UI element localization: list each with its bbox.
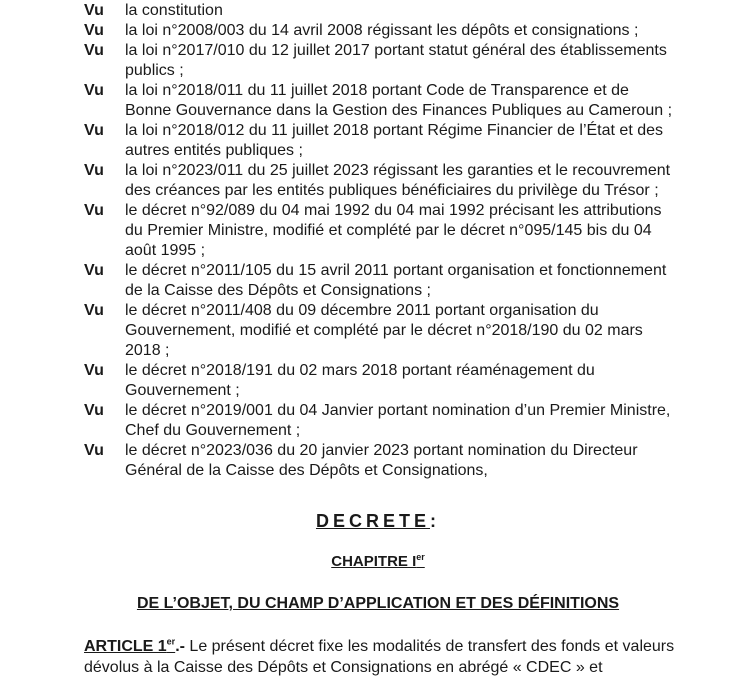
visa-text-line: de la Caisse des Dépôts et Consignations ;	[125, 282, 431, 299]
visa-text-line: Chef du Gouvernement ;	[125, 422, 301, 439]
visa-text-line: le décret n°2011/408 du 09 décembre 2011 portant organisation du	[125, 302, 599, 319]
visa-text	[125, 361, 685, 401]
article-superscript: er	[166, 636, 176, 647]
visa-label: Vu	[84, 402, 104, 419]
decrete-colon: :	[430, 511, 440, 531]
visa-text	[125, 441, 685, 481]
visa-text-line: Gouvernement ;	[125, 382, 240, 399]
visa-text-line: des créances par les entités publiques bénéficiaires du privilège du Trésor ;	[125, 182, 659, 199]
visa-text-line: le décret n°2011/105 du 15 avril 2011 portant organisation et fonctionnement	[125, 262, 667, 279]
visa-label: Vu	[84, 42, 104, 59]
chapter-heading	[0, 553, 756, 570]
visa-text-line: la loi n°2018/012 du 11 juillet 2018 portant Régime Financier de l’État et des	[125, 122, 663, 139]
visa-label: Vu	[84, 262, 104, 279]
visa-text-line: la constitution	[125, 2, 223, 19]
chapter-title: CHAPITRE I	[331, 553, 417, 570]
visa-text	[125, 1, 685, 21]
visa-text	[125, 41, 685, 81]
visa-text-line: la loi n°2017/010 du 12 juillet 2017 portant statut général des établissements	[125, 42, 667, 59]
visa-label: Vu	[84, 302, 104, 319]
visa-text	[125, 121, 685, 161]
visa-text-line: la loi n°2023/011 du 25 juillet 2023 régissant les garanties et le recouvrement	[125, 162, 671, 179]
visa-text-line: la loi n°2018/011 du 11 juillet 2018 portant Code de Transparence et de	[125, 82, 629, 99]
visa-text-line: le décret n°2019/001 du 04 Janvier portant nomination d’un Premier Ministre,	[125, 402, 671, 419]
visa-text-line: Général de la Caisse des Dépôts et Consignations,	[125, 462, 488, 479]
visa-text-line: la loi n°2008/003 du 14 avril 2008 régissant les dépôts et consignations ;	[125, 22, 639, 39]
visa-text-line: le décret n°92/089 du 04 mai 1992 du 04 mai 1992 précisant les attributions	[125, 202, 662, 219]
visa-label: Vu	[84, 442, 104, 459]
visa-text	[125, 201, 685, 261]
section-heading	[0, 595, 756, 613]
article-line-1	[84, 636, 674, 657]
visa-label: Vu	[84, 22, 104, 39]
visa-text	[125, 401, 685, 441]
visa-text	[125, 161, 685, 201]
visa-text-line: août 1995 ;	[125, 242, 206, 259]
visa-label: Vu	[84, 362, 104, 379]
visa-text-line: 2018 ;	[125, 342, 170, 359]
article-line-2: dévolus à la Caisse des Dépôts et Consignations en abrégé « CDEC » et	[84, 659, 603, 676]
visa-text-line: le décret n°2023/036 du 20 janvier 2023 portant nomination du Directeur	[125, 442, 638, 459]
visa-text-line: Bonne Gouvernance dans la Gestion des Finances Publiques au Cameroun ;	[125, 102, 673, 119]
visa-text-line: du Premier Ministre, modifié et complété par le décret n°095/145 bis du 04	[125, 222, 652, 239]
decrete-title: DECRETE	[315, 511, 430, 531]
visa-text	[125, 261, 685, 301]
visa-label: Vu	[84, 82, 104, 99]
chapter-superscript: er	[416, 552, 425, 562]
visa-text-line: le décret n°2018/191 du 02 mars 2018 portant réaménagement du	[125, 362, 595, 379]
article-number: ARTICLE 1	[84, 638, 167, 655]
article-label	[84, 638, 175, 655]
visa-text-line: publics ;	[125, 62, 184, 79]
visa-label: Vu	[84, 162, 104, 179]
visa-text	[125, 21, 685, 41]
visa-label: Vu	[84, 202, 104, 219]
visa-text	[125, 301, 685, 361]
section-title: DE L’OBJET, DU CHAMP D’APPLICATION ET DES DÉFINITIONS	[136, 595, 620, 612]
visa-text-line: autres entités publiques ;	[125, 142, 303, 159]
article-dash: .-	[175, 638, 185, 655]
visa-text-line: Gouvernement, modifié et complété par le décret n°2018/190 du 02 mars	[125, 322, 643, 339]
visa-label: Vu	[84, 122, 104, 139]
visa-label: Vu	[84, 2, 104, 19]
article-text-1: Le présent décret fixe les modalités de transfert des fonds et valeurs	[184, 638, 674, 655]
article-1	[84, 636, 674, 678]
decrete-heading	[0, 511, 756, 532]
visa-text	[125, 81, 685, 121]
